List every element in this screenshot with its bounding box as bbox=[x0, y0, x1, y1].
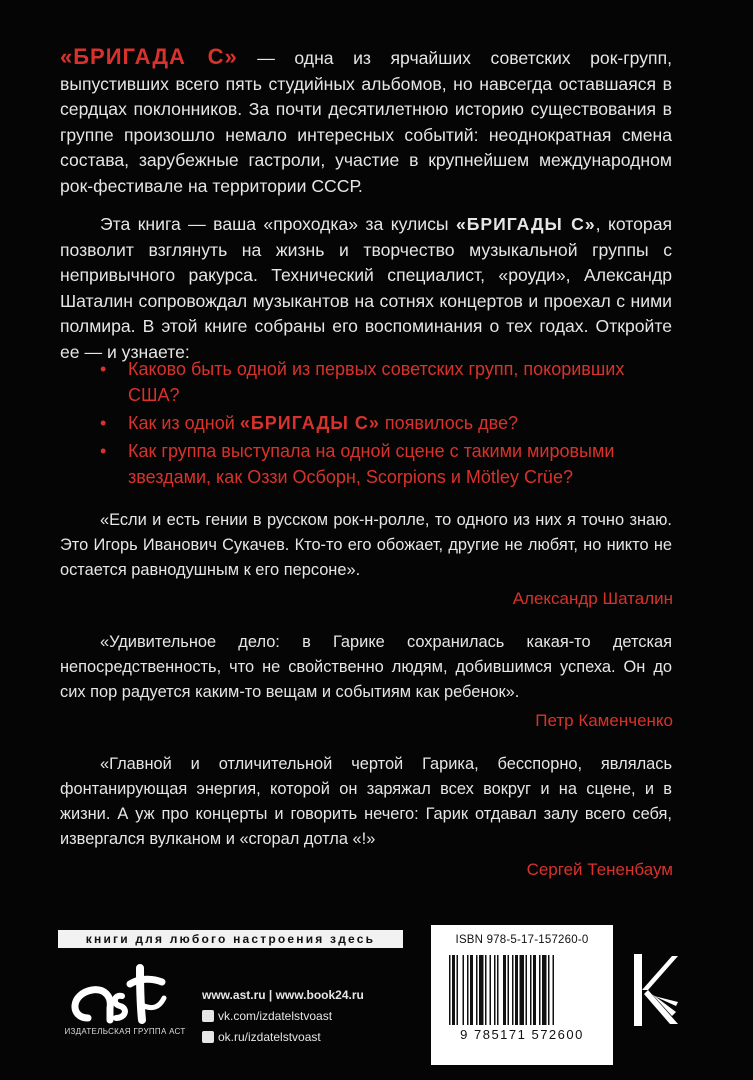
vk-link[interactable] bbox=[202, 1006, 402, 1027]
quote-1: «Если и есть гении в русском рок-н-ролле, то одного из них я точно знаю. Это Игорь Иванович Сукачев. Кто-то его обожает, другие не любят, но никто не остается равнодушным к его персоне». bbox=[60, 511, 672, 579]
barcode-bar bbox=[512, 955, 514, 1025]
ok-link[interactable] bbox=[202, 1027, 402, 1048]
bullet-text: Каково быть одной из первых советских групп, покоривших США? bbox=[128, 359, 625, 405]
publisher-logo bbox=[60, 960, 190, 1040]
bullet-marker: • bbox=[100, 359, 107, 379]
feature-list bbox=[100, 356, 680, 492]
intro-brand: «БРИГАДЫ С» bbox=[455, 214, 596, 234]
vk-link-text: vk.com/izdatelstvoast bbox=[218, 1009, 333, 1023]
barcode-bar bbox=[452, 955, 455, 1025]
barcode-bar bbox=[449, 955, 451, 1025]
bullet-marker: • bbox=[100, 413, 107, 433]
websites-link[interactable]: www.ast.ru | www.book24.ru bbox=[202, 988, 364, 1002]
quote-2: «Удивительное дело: в Гарике сохранилась какая-то детская непосредственность, что не свойственно людям, добившимся успеха. Он до сих пор радуется каким-то вещам и событиям как ребенок». bbox=[60, 633, 672, 701]
barcode-bar bbox=[476, 955, 478, 1025]
barcode-bar bbox=[503, 955, 506, 1025]
barcode-bar bbox=[490, 955, 492, 1025]
bullet-text-before: Как из одной bbox=[128, 413, 240, 433]
barcode-bar bbox=[494, 955, 496, 1025]
barcode-bar bbox=[539, 955, 541, 1025]
barcode-bar bbox=[463, 955, 465, 1025]
barcode-bar bbox=[470, 955, 473, 1025]
barcode-bar bbox=[533, 955, 536, 1025]
bullet-marker: • bbox=[100, 441, 107, 461]
intro-paragraph bbox=[60, 212, 672, 365]
quote-3: «Главной и отличительной чертой Гарика, бесспорно, являлась фонтанирующая энергия, которой он заряжал всех вокруг и на сцене, и в жизни. А уж про концерты и говорить нечего: Гарик отдавал залу всего себя, извергался вулканом и «сгорал дотла «!» bbox=[60, 755, 672, 848]
barcode-bar bbox=[542, 955, 547, 1025]
bullet-text: Как группа выступала на одной сцене с такими мировыми звездами, как Оззи Осборн, Scorpions и Mötley Crüe? bbox=[128, 441, 615, 487]
barcode-bar bbox=[467, 955, 469, 1025]
quote-2-author: Петр Каменченко bbox=[535, 711, 673, 730]
publisher-links bbox=[202, 985, 402, 1048]
list-item bbox=[100, 410, 680, 436]
tagline-bar: книги для любого настроения здесь bbox=[58, 930, 403, 948]
brand-name: «БРИГАДА С» bbox=[60, 44, 238, 69]
barcode-bar bbox=[526, 955, 528, 1025]
intro-text-after: , которая позволит взглянуть на жизнь и творчество музыкальной группы с непривычного ракурса. Технический специалист, «роуди», Александр Шаталин сопровождал музыкантов на сотнях концертов и проехал с ними полмира. В этой книге собраны его воспоминания о тех годах. Откройте ее — и узнаете: bbox=[60, 214, 673, 362]
isbn-text: ISBN 978-5-17-157260-0 bbox=[455, 934, 589, 946]
barcode-bar bbox=[485, 955, 487, 1025]
vk-icon bbox=[202, 1010, 214, 1022]
bullet-brand: «БРИГАДЫ С» bbox=[239, 413, 380, 433]
publisher-caption: ИЗДАТЕЛЬСКАЯ ГРУППА АСТ bbox=[64, 1027, 186, 1036]
ok-link-text: ok.ru/izdatelstvoast bbox=[218, 1030, 321, 1044]
barcode-bar bbox=[479, 955, 484, 1025]
barcode-bar bbox=[497, 955, 499, 1025]
barcode-bar bbox=[520, 955, 525, 1025]
quote-3-author: Сергей Тененбаум bbox=[526, 860, 673, 879]
quote-1-author: Александр Шаталин bbox=[512, 589, 673, 608]
bullet-text-after: появилось две? bbox=[379, 413, 519, 433]
k-brand-logo-icon bbox=[632, 950, 680, 1030]
lead-text: — одна из ярчайших советских рок-групп, выпустивших всего пять студийных альбомов, но навсегда оставшаяся в сердцах поклонников. За почти десятилетнюю историю существования в группе произошло немало интересных событий: неоднократная смена состава, зарубежные гастроли, участие в крупнейшем международном рок-фестивале на территории СССР. bbox=[60, 48, 672, 196]
ok-icon bbox=[202, 1031, 214, 1043]
barcode-icon bbox=[449, 955, 595, 1025]
barcode-bar bbox=[530, 955, 532, 1025]
barcode-bar bbox=[548, 955, 550, 1025]
list-item bbox=[100, 438, 680, 490]
barcode-bar bbox=[515, 955, 518, 1025]
intro-text-before: Эта книга — ваша «проходка» за кулисы bbox=[100, 214, 456, 234]
barcode-bar bbox=[553, 955, 555, 1025]
barcode-number: 9 785171 572600 bbox=[460, 1027, 584, 1042]
barcode-bar bbox=[457, 955, 459, 1025]
barcode-panel bbox=[431, 925, 613, 1065]
barcode-bar bbox=[508, 955, 510, 1025]
ast-logo-icon bbox=[60, 960, 190, 1026]
list-item bbox=[100, 356, 680, 408]
lead-paragraph bbox=[60, 44, 672, 199]
